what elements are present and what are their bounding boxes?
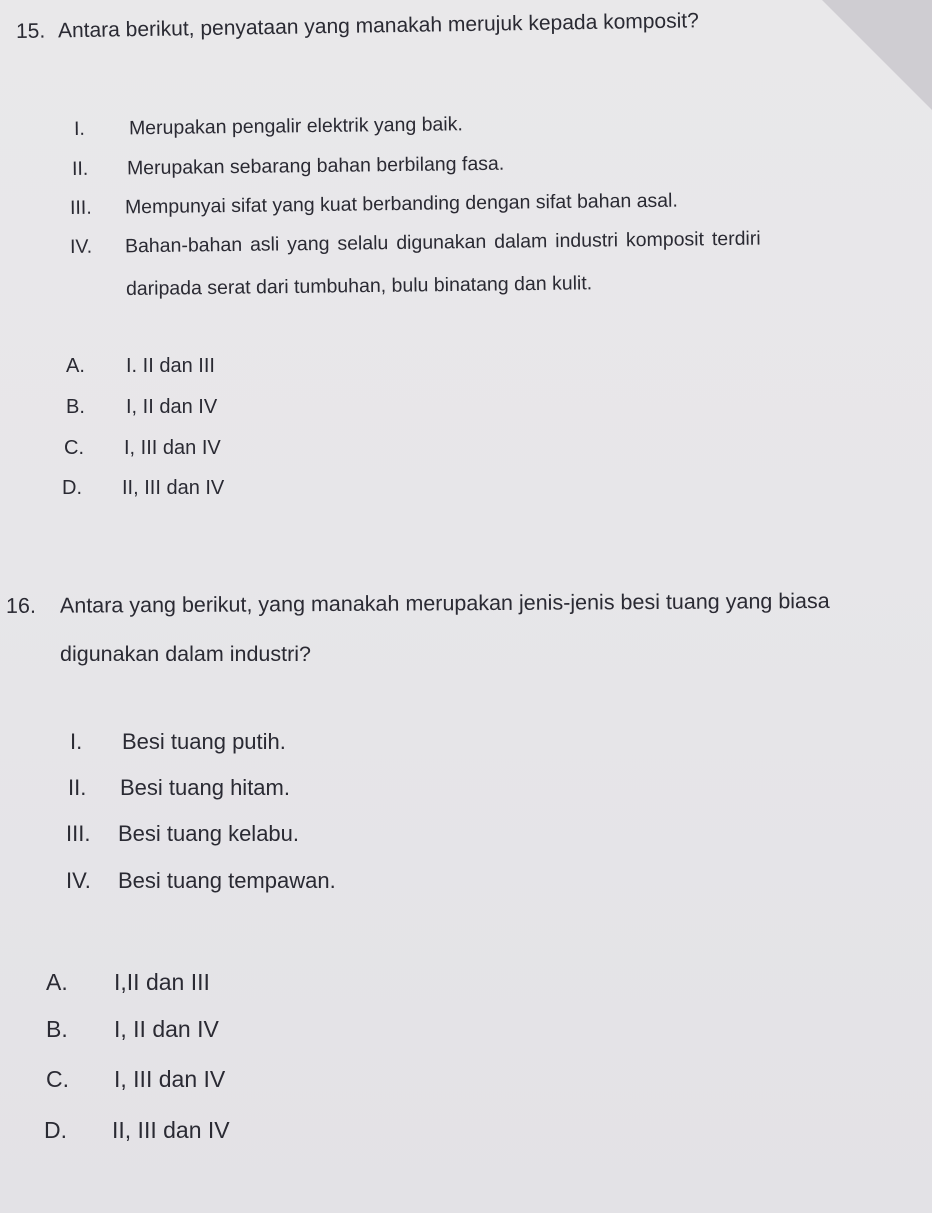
statement-iii bbox=[66, 819, 299, 849]
option-d[interactable] bbox=[62, 475, 224, 501]
statement-text: Besi tuang putih. bbox=[122, 729, 286, 754]
option-letter: C. bbox=[46, 1066, 69, 1092]
option-text: I, III dan IV bbox=[114, 1066, 226, 1092]
option-text: I. II dan III bbox=[126, 355, 215, 377]
statement-text: Besi tuang kelabu. bbox=[118, 821, 300, 846]
option-letter: A. bbox=[66, 355, 85, 377]
option-text: I, II dan IV bbox=[126, 396, 218, 418]
option-b[interactable] bbox=[66, 394, 217, 420]
option-letter: B. bbox=[46, 1016, 68, 1042]
option-a[interactable] bbox=[66, 353, 215, 379]
statement-text: Bahan-bahan asli yang selalu digunakan dalam industri komposit terdiri bbox=[124, 227, 761, 258]
option-text: I, II dan IV bbox=[114, 1016, 219, 1042]
option-a[interactable] bbox=[46, 967, 210, 997]
statement-i bbox=[74, 111, 463, 142]
option-text: I, III dan IV bbox=[124, 437, 221, 459]
option-letter: D. bbox=[62, 477, 82, 499]
statement-text: Besi tuang tempawan. bbox=[118, 868, 336, 893]
question-16-stem-line1 bbox=[6, 587, 830, 620]
question-number: 15. bbox=[15, 19, 46, 43]
option-d[interactable] bbox=[44, 1115, 230, 1145]
statement-text: Besi tuang hitam. bbox=[120, 775, 290, 800]
statement-roman: II. bbox=[68, 775, 87, 800]
option-letter: D. bbox=[44, 1117, 67, 1143]
question-text: digunakan dalam industri? bbox=[60, 642, 311, 666]
statement-iv-continuation bbox=[126, 270, 592, 302]
statement-roman: IV. bbox=[69, 235, 93, 258]
option-text: I,II dan III bbox=[114, 969, 210, 995]
statement-roman: IV. bbox=[66, 868, 91, 893]
statement-iii bbox=[70, 188, 678, 221]
statement-text: daripada serat dari tumbuhan, bulu binatang dan kulit. bbox=[125, 272, 593, 300]
question-number: 16. bbox=[5, 593, 36, 618]
statement-roman: III. bbox=[66, 821, 91, 846]
question-text: Antara berikut, penyataan yang manakah merujuk kepada komposit? bbox=[57, 9, 699, 43]
statement-roman: I. bbox=[73, 117, 85, 140]
option-text: II, III dan IV bbox=[112, 1117, 230, 1143]
question-text: Antara yang berikut, yang manakah merupakan jenis-jenis besi tuang yang biasa bbox=[59, 588, 830, 618]
option-letter: C. bbox=[64, 437, 84, 459]
question-15-stem bbox=[16, 7, 699, 46]
option-b[interactable] bbox=[46, 1014, 219, 1044]
statement-text: Merupakan pengalir elektrik yang baik. bbox=[128, 113, 463, 140]
statement-ii bbox=[68, 773, 290, 803]
option-text: II, III dan IV bbox=[122, 477, 225, 499]
option-letter: A. bbox=[46, 969, 68, 995]
option-c[interactable] bbox=[64, 435, 221, 461]
statement-roman: III. bbox=[69, 196, 92, 219]
option-c[interactable] bbox=[46, 1064, 225, 1094]
question-16-stem-line2 bbox=[60, 640, 311, 668]
statement-text: Mempunyai sifat yang kuat berbanding dengan sifat bahan asal. bbox=[124, 189, 678, 219]
statement-iv bbox=[70, 226, 761, 260]
statement-ii bbox=[72, 151, 505, 182]
statement-i bbox=[70, 727, 286, 757]
statement-roman: I. bbox=[70, 729, 83, 754]
statement-iv bbox=[66, 866, 336, 896]
statement-text: Merupakan sebarang bahan berbilang fasa. bbox=[126, 152, 505, 180]
paper-fold-shadow bbox=[822, 0, 932, 110]
statement-roman: II. bbox=[71, 157, 89, 180]
option-letter: B. bbox=[66, 396, 85, 418]
